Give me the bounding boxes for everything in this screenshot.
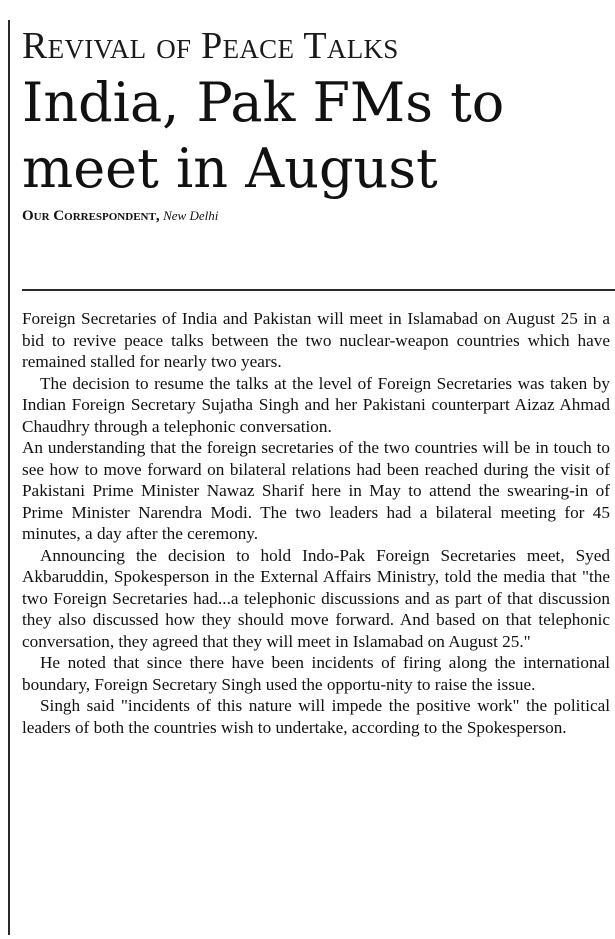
- article-body: [22, 308, 610, 738]
- news-article: [22, 24, 612, 737]
- paragraph-4: Announcing the decision to hold Indo-Pak Foreign Secretaries meet, Syed Akbaruddin, Spokesperson in the External Affairs Ministry, told the media that "the two Foreign Secretaries had...a telephonic discussions and as part of that discussion they also discussed how they should move forward. And based on that telephonic conversation, they agreed that they will meet in Islamabad on August 25.": [22, 545, 610, 651]
- paragraph-2: The decision to resume the talks at the level of Foreign Secretaries was taken by Indian Foreign Secretary Sujatha Singh and her Pakistani counterpart Aizaz Ahmad Chaudhry through a telephonic conversation.: [22, 373, 610, 436]
- paragraph-6: Singh said "incidents of this nature will impede the positive work" the political leaders of both the countries wish to undertake, according to the Spokesperson.: [22, 696, 610, 737]
- byline-author: Our Correspondent,: [22, 208, 160, 224]
- article-kicker: Revival of Peace Talks: [22, 25, 399, 67]
- column-rule: [8, 20, 10, 935]
- paragraph-3: An understanding that the foreign secretaries of the two countries will be in touch to see how to move forward on bilateral relations had been reached during the visit of Pakistani Prime Minister Nawaz Sharif here in May to attend the swearing-in of Prime Minister Narendra Modi. The two leaders had a bilateral meeting for 45 minutes, a day after the ceremony.: [22, 438, 610, 543]
- byline-dateline: New Delhi: [163, 208, 219, 223]
- header-divider: [22, 289, 615, 291]
- paragraph-1: Foreign Secretaries of India and Pakistan will meet in Islamabad on August 25 in a bid to revive peace talks between the two nuclear-weapon countries which have remained stalled for nearly two years.: [22, 309, 610, 371]
- headline-line-2: meet in August: [22, 137, 438, 200]
- headline-line-1: India, Pak FMs to: [22, 71, 505, 134]
- article-headline: [22, 70, 612, 202]
- article-byline: [22, 206, 612, 227]
- paragraph-5: He noted that since there have been incidents of firing along the international boundary, Foreign Secretary Singh used the opportu-nity to raise the issue.: [22, 653, 610, 694]
